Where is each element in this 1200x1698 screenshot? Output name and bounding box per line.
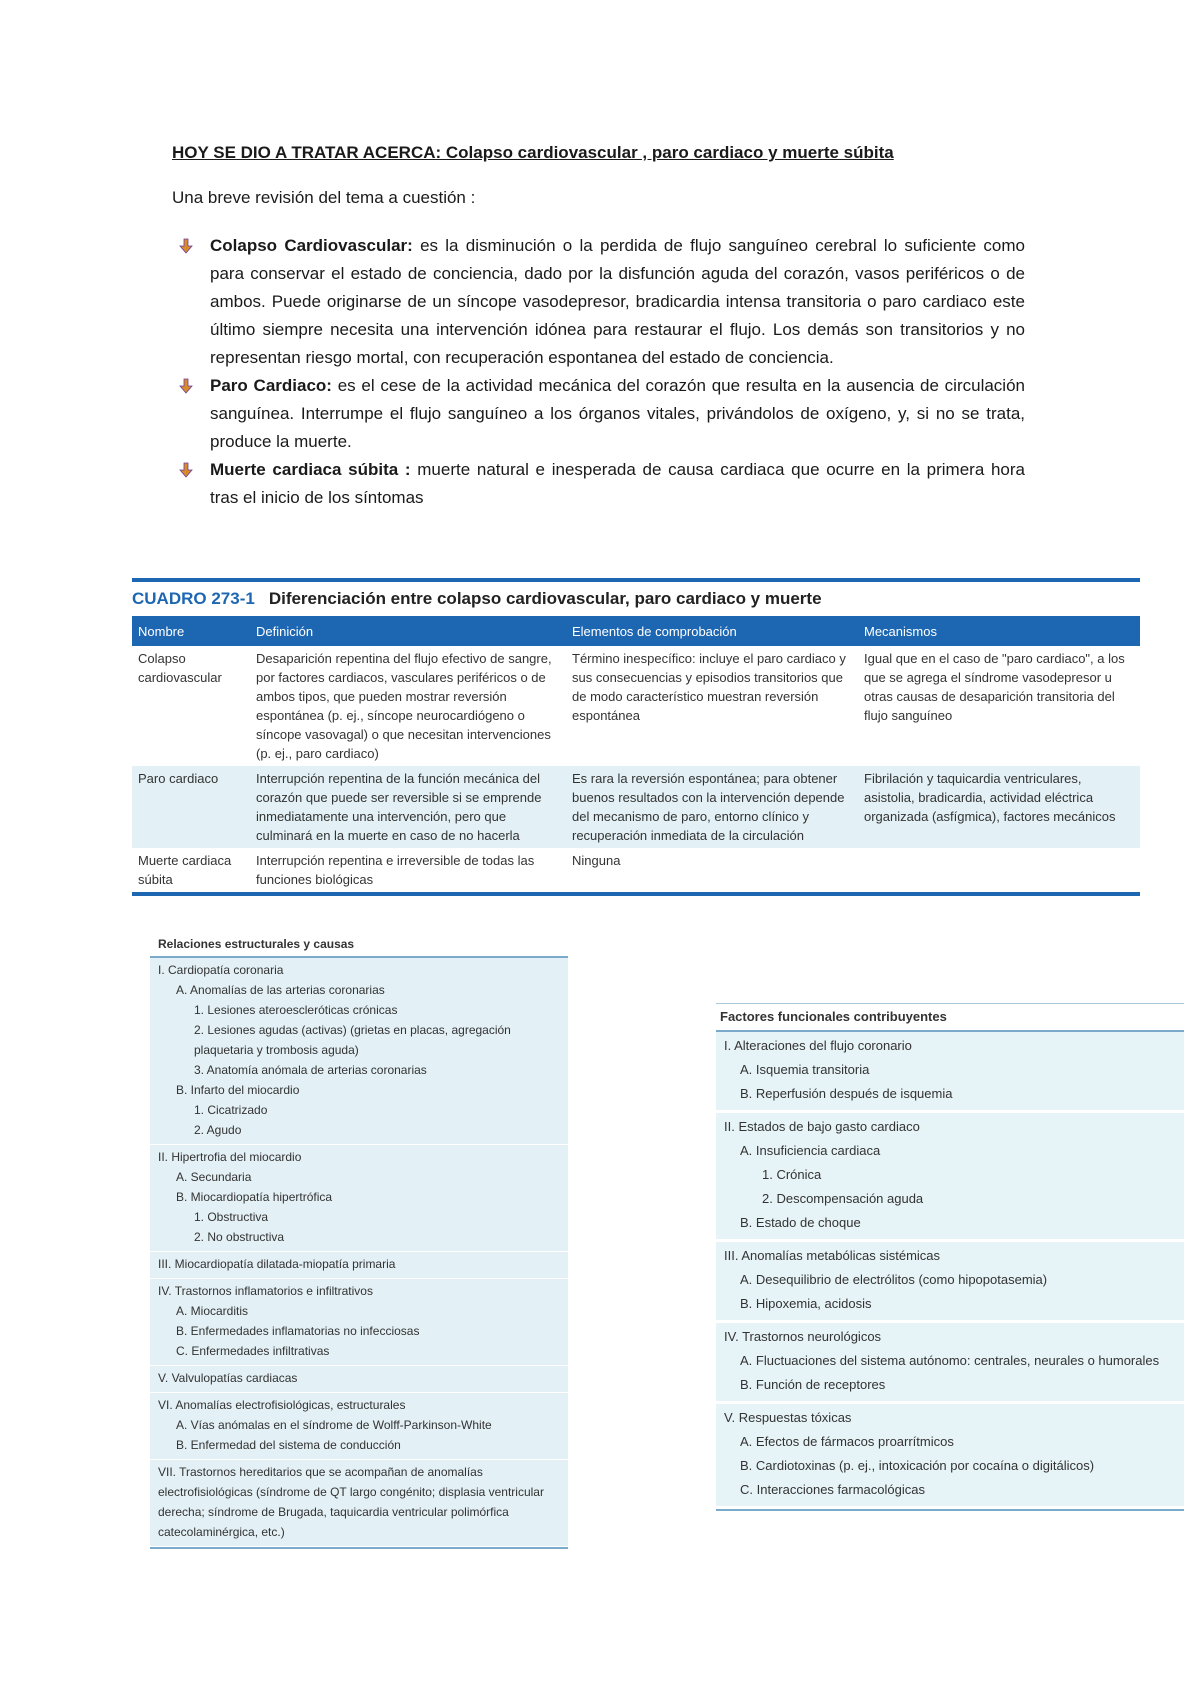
outline-section [716,1113,1184,1242]
outline-section [150,1145,568,1252]
outline-item: I. Alteraciones del flujo coronario [724,1038,912,1053]
outline-item: II. Hipertrofia del miocardio [158,1150,302,1164]
intro-text: Una breve revisión del tema a cuestión : [172,188,476,207]
outline-item: 2. Lesiones agudas (activas) (grietas en placas, agregación plaquetaria y trombosis aguda) [194,1023,511,1057]
outline-item: B. Hipoxemia, acidosis [740,1296,872,1311]
outline-section [716,1404,1184,1509]
outline-item: B. Reperfusión después de isquemia [740,1086,953,1101]
outline-item: IV. Trastornos inflamatorios e infiltrativos [158,1284,373,1298]
outline-section [150,1366,568,1393]
table-cell: Igual que en el caso de "paro cardiaco", a los que se agrega el síndrome vasodepresor u otras causas de desaparición transitoria del flujo sanguíneo [858,646,1140,766]
table-cell: Término inespecífico: incluye el paro cardiaco y sus consecuencias y episodios transitorios que de modo característico muestran reversión espontánea [566,646,858,766]
outline-item: III. Miocardiopatía dilatada-miopatía primaria [158,1257,396,1271]
column-header: Mecanismos [858,616,1140,646]
outline-item: 1. Cicatrizado [194,1103,268,1117]
list-item [210,232,1025,372]
table-cell: Muerte cardiaca súbita [132,848,250,892]
box-sections [716,1032,1184,1511]
outline-item: A. Insuficiencia cardiaca [740,1143,881,1158]
outline-item: A. Efectos de fármacos proarrítmicos [740,1434,954,1449]
box-sections [150,958,568,1549]
outline-item: B. Enfermedad del sistema de conducción [176,1438,401,1452]
outline-item: 1. Crónica [762,1167,822,1182]
outline-item: B. Cardiotoxinas (p. ej., intoxicación por cocaína o digitálicos) [740,1458,1095,1473]
outline-item: A. Miocarditis [176,1304,249,1318]
table-caption: Diferenciación entre colapso cardiovascular, paro cardiaco y muerte [268,589,822,608]
arrow-bullet-icon [178,378,194,394]
table-row [132,766,1140,848]
bullet-text: muerte natural e inesperada de causa cardiaca que ocurre en la primera hora tras el inicio de los síntomas [210,460,1026,507]
outline-item: V. Valvulopatías cardiacas [158,1371,298,1385]
table-cell: Es rara la reversión espontánea; para obtener buenos resultados con la intervención depende del mecanismo de paro, entorno clínico y recuperación inmediata de la circulación [566,766,858,848]
table-header-row [132,616,1140,646]
cuadro-table [132,578,1140,905]
outline-item: B. Estado de choque [740,1215,861,1230]
outline-item: A. Anomalías de las arterias coronarias [176,983,385,997]
table-row [132,646,1140,766]
outline-section [716,1242,1184,1323]
outline-item: A. Secundaria [176,1170,252,1184]
bullet-text: es la disminución o la perdida de flujo sanguíneo cerebral lo suficiente como para conservar el estado de conciencia, dado por la disfunción aguda del corazón, vasos periféricos o de ambos. Puede originarse de un síncope vasodepresor, bradicardia intensa transitoria o paro cardiaco este último siempre necesita una intervención idónea para restaurar el flujo. Los demás son transitorios y no representan riesgo mortal, con recuperación espontanea del estado de conciencia. [210,236,1025,367]
outline-section [150,1460,568,1547]
outline-section [150,958,568,1145]
outline-item: B. Miocardiopatía hipertrófica [176,1190,333,1204]
outline-item: 2. Descompensación aguda [762,1191,924,1206]
outline-item: C. Enfermedades infiltrativas [176,1344,330,1358]
outline-item: B. Función de receptores [740,1377,886,1392]
outline-section [150,1393,568,1460]
outline-item: IV. Trastornos neurológicos [724,1329,882,1344]
table-cell: Fibrilación y taquicardia ventriculares, asistolia, bradicardia, actividad eléctrica organizada (asfígmica), factores mecánicos [858,766,1140,848]
outline-item: A. Desequilibrio de electrólitos (como hipopotasemia) [740,1272,1048,1287]
outline-section [716,1032,1184,1113]
outline-item: VI. Anomalías electrofisiológicas, estructurales [158,1398,406,1412]
outline-item: II. Estados de bajo gasto cardiaco [724,1119,920,1134]
column-header: Elementos de comprobación [566,616,858,646]
table-cell [858,848,1140,892]
page-heading: HOY SE DIO A TRATAR ACERCA: Colapso cardiovascular , paro cardiaco y muerte súbita [172,143,894,162]
table-cell: Colapso cardiovascular [132,646,250,766]
box-title: Factores funcionales contribuyentes [716,1003,1184,1032]
structural-causes-box [150,932,568,1549]
bullet-text: es el cese de la actividad mecánica del corazón que resulta en la ausencia de circulación sanguínea. Interrumpe el flujo sanguíneo a los órganos vitales, privándolos de oxígeno, y, si no se trata, produce la muerte. [210,376,1025,451]
bullet-term: Muerte cardiaca súbita : [210,460,411,479]
outline-item: V. Respuestas tóxicas [724,1410,852,1425]
table-row [132,848,1140,892]
outline-section [150,1252,568,1279]
outline-item: I. Cardiopatía coronaria [158,963,284,977]
bullet-term: Paro Cardiaco: [210,376,332,395]
arrow-bullet-icon [178,238,194,254]
table-number: CUADRO 273-1 [132,589,255,608]
column-header: Definición [250,616,566,646]
box-title: Relaciones estructurales y causas [150,932,568,958]
outline-item: VII. Trastornos hereditarios que se acompañan de anomalías electrofisiológicas (síndrome de QT largo congénito; displasia ventricular derecha; síndrome de Brugada, taquicardia ventricular polimórfica catecolaminérgica, etc.) [158,1465,544,1539]
outline-item: 2. No obstructiva [194,1230,285,1244]
outline-item: C. Interacciones farmacológicas [740,1482,925,1497]
table-title [132,582,1140,616]
comparison-table [132,616,1140,892]
table-cell: Interrupción repentina de la función mecánica del corazón que puede ser reversible si se emprende inmediatamente una intervención, pero que culminará en la muerte en caso de no hacerla [250,766,566,848]
definitions-list [210,232,1025,512]
column-header: Nombre [132,616,250,646]
outline-item: A. Fluctuaciones del sistema autónomo: centrales, neurales o humorales [740,1353,1160,1368]
outline-item: A. Vías anómalas en el síndrome de Wolff-Parkinson-White [176,1418,492,1432]
outline-item: 3. Anatomía anómala de arterias coronarias [194,1063,427,1077]
list-item [210,456,1025,512]
outline-item: 1. Lesiones ateroescleróticas crónicas [194,1003,398,1017]
table-cell: Paro cardiaco [132,766,250,848]
outline-section [150,1279,568,1366]
table-cell: Ninguna [566,848,858,892]
outline-item: 1. Obstructiva [194,1210,269,1224]
list-item [210,372,1025,456]
outline-item: B. Infarto del miocardio [176,1083,300,1097]
outline-item: 2. Agudo [194,1123,242,1137]
outline-section [716,1323,1184,1404]
functional-factors-box [716,1003,1184,1511]
arrow-bullet-icon [178,462,194,478]
outline-item: B. Enfermedades inflamatorias no infecciosas [176,1324,420,1338]
table-cell: Interrupción repentina e irreversible de todas las funciones biológicas [250,848,566,892]
table-cell: Desaparición repentina del flujo efectivo de sangre, por factores cardiacos, vasculares periféricos o de ambos tipos, que pueden mostrar reversión espontánea (p. ej., síncope neurocardiógeno o síncope vasovagal) o que necesitan intervenciones (p. ej., paro cardiaco) [250,646,566,766]
bullet-term: Colapso Cardiovascular: [210,236,413,255]
outline-item: III. Anomalías metabólicas sistémicas [724,1248,941,1263]
table-bottom-rule [132,892,1140,896]
outline-item: A. Isquemia transitoria [740,1062,870,1077]
